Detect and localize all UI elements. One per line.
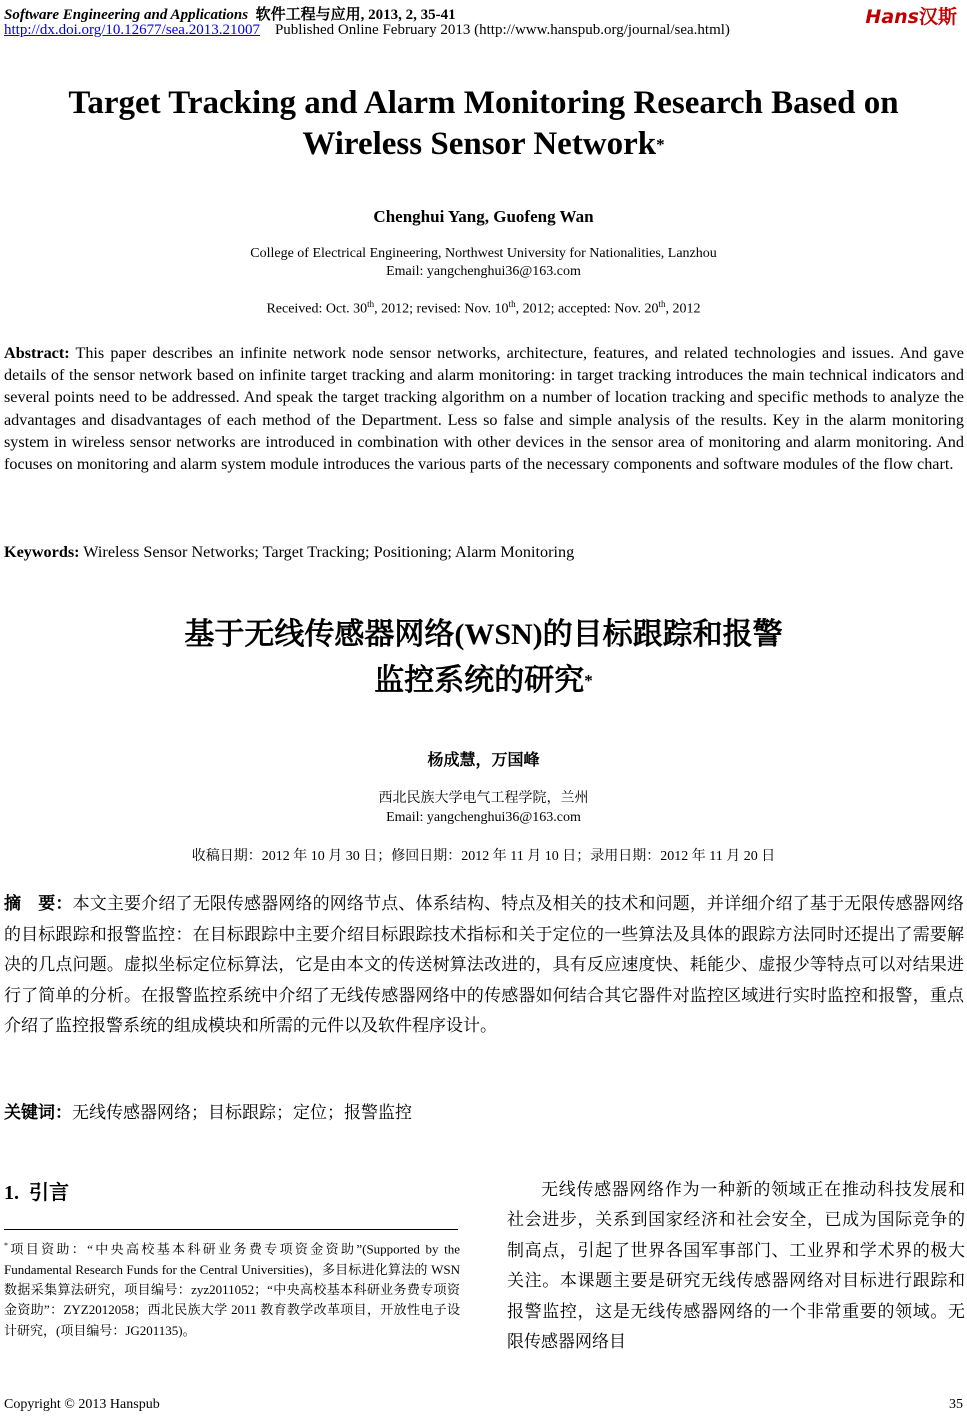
- footnote-text: 项目资助：“中央高校基本科研业务费专项资金资助”(Supported by the Fundamental Research Funds for the Central Universities)，多目标进化算法的 WSN 数据采集算法研究，项目编号：zyz2011052；“中央高校基本科研业务费专项资金资助”：ZYZ2012058；西北民族大学 2011 教育教学改革项目，开放性电子设计研究，(项目编号：JG201135)。: [4, 1241, 460, 1338]
- title-footnote-mark: *: [656, 135, 665, 154]
- published-online: Published Online February 2013 (http://www.hanspub.org/journal/sea.html): [274, 22, 730, 38]
- title-zh-footnote-mark: *: [584, 671, 593, 690]
- abstract-text-zh: 本文主要介绍了无限传感器网络的网络节点、体系结构、特点及相关的技术和问题，并详细介绍了基于无限传感器网络的目标跟踪和报警监控：在目标跟踪中主要介绍目标跟踪技术指标和关于定位的一些算法及具体的跟踪方法同时还提出了需要解决的几点问题。虚拟坐标定位标算法，它是由本文的传送树算法改进的，具有反应速度快、耗能少、虚报少等特点可以对结果进行了简单的分析。在报警监控系统中介绍了无线传感器网络中的传感器如何结合其它器件对监控区域进行实时监控和报警，重点介绍了监控报警系统的组成模块和所需的元件以及软件程序设计。: [4, 894, 965, 1035]
- intro-paragraph: 无线传感器网络作为一种新的领域正在推动科技发展和社会进步，关系到国家经济和社会安全，已成为国际竞争的制高点，引起了世界各国军事部门、工业界和学术界的极大关注。本课题主要是研究无线传感器网络对目标进行跟踪和报警监控，这是无线传感器网络的一个非常重要的领域。无限传感器网络目: [507, 1180, 965, 1352]
- affiliation-en: [0, 245, 967, 281]
- email-en: Email: yangchenghui36@163.com: [386, 264, 581, 279]
- affiliation-zh: [0, 789, 967, 827]
- footnote-mark: *: [4, 1241, 8, 1250]
- keywords-text-zh: 无线传感器网络；目标跟踪；定位；报警监控: [72, 1103, 412, 1122]
- keywords-en: [4, 543, 964, 562]
- affiliation-text-zh: 西北民族大学电气工程学院，兰州: [378, 791, 589, 806]
- email-zh: Email: yangchenghui36@163.com: [386, 810, 581, 825]
- title-zh-line2: 监控系统的研究*: [374, 663, 593, 698]
- journal-name-en: Software Engineering and Applications: [4, 7, 249, 23]
- logo-text-en: Hans: [865, 6, 919, 28]
- authors-en: Chenghui Yang, Guofeng Wan: [373, 207, 594, 226]
- affiliation-text-en: College of Electrical Engineering, Northwest University for Nationalities, Lanzhou: [250, 246, 717, 261]
- journal-info-zh: 软件工程与应用, 2013, 2, 35-41: [255, 7, 456, 23]
- section-title: 引言: [29, 1180, 69, 1204]
- hanspub-logo: [865, 2, 957, 29]
- abstract-en: [4, 342, 964, 475]
- received-dates-en: Received: Oct. 30th, 2012; revised: Nov. 10th, 2012; accepted: Nov. 20th, 2012: [266, 299, 701, 317]
- section-heading: [4, 1176, 69, 1205]
- running-header: [4, 3, 456, 24]
- title-en-line2: Wireless Sensor Network*: [302, 126, 665, 162]
- doi-link[interactable]: http://dx.doi.org/10.12677/sea.2013.21007: [4, 22, 260, 38]
- title-zh-line1: 基于无线传感器网络(WSN)的目标跟踪和报警: [184, 617, 783, 652]
- funding-footnote: [4, 1236, 460, 1341]
- abstract-text-en: This paper describes an infinite network node sensor networks, architecture, features, and related technologies and issues. And gave details of the sensor network based on infinite target tracking and alarm monitoring: in target tracking introduces the main technical indicators and several points need to be addressed. And speak the target tracking algorithm on a number of location tracking and specific methods to analyze the advantages and disadvantages of each method of the Department. Less so false and simple analysis of the results. Key in the alarm monitoring system in wireless sensor networks are introduced in combination with other devices in the sensor area of monitoring and alarm monitoring. And focuses on monitoring and alarm system module introduces the various parts of the necessary components and software modules of the flow chart.: [4, 344, 964, 474]
- abstract-label-zh: 摘 要：: [4, 894, 73, 914]
- abstract-zh: [4, 889, 964, 1042]
- keywords-label-zh: 关键词：: [4, 1103, 72, 1123]
- keywords-zh: [4, 1098, 964, 1123]
- abstract-label-en: Abstract:: [4, 344, 70, 362]
- footnote-divider: [4, 1229, 458, 1230]
- doi-line: [4, 22, 730, 39]
- page-number: 35: [949, 1397, 963, 1412]
- logo-text-zh: 汉斯: [918, 6, 957, 28]
- title-en-line1: Target Tracking and Alarm Monitoring Research Based on: [68, 85, 899, 121]
- authors-zh: 杨成慧，万国峰: [427, 750, 540, 769]
- copyright: Copyright © 2013 Hanspub: [4, 1397, 160, 1412]
- received-dates-zh: 收稿日期：2012 年 10 月 30 日；修回日期：2012 年 11 月 10 日；录用日期：2012 年 11 月 20 日: [191, 849, 776, 864]
- paper-title-en: [0, 83, 967, 165]
- keywords-label-en: Keywords:: [4, 543, 80, 561]
- keywords-text-en: Wireless Sensor Networks; Target Tracking; Positioning; Alarm Monitoring: [83, 543, 575, 561]
- section-number: 1.: [4, 1182, 19, 1204]
- paper-title-zh: [0, 612, 967, 704]
